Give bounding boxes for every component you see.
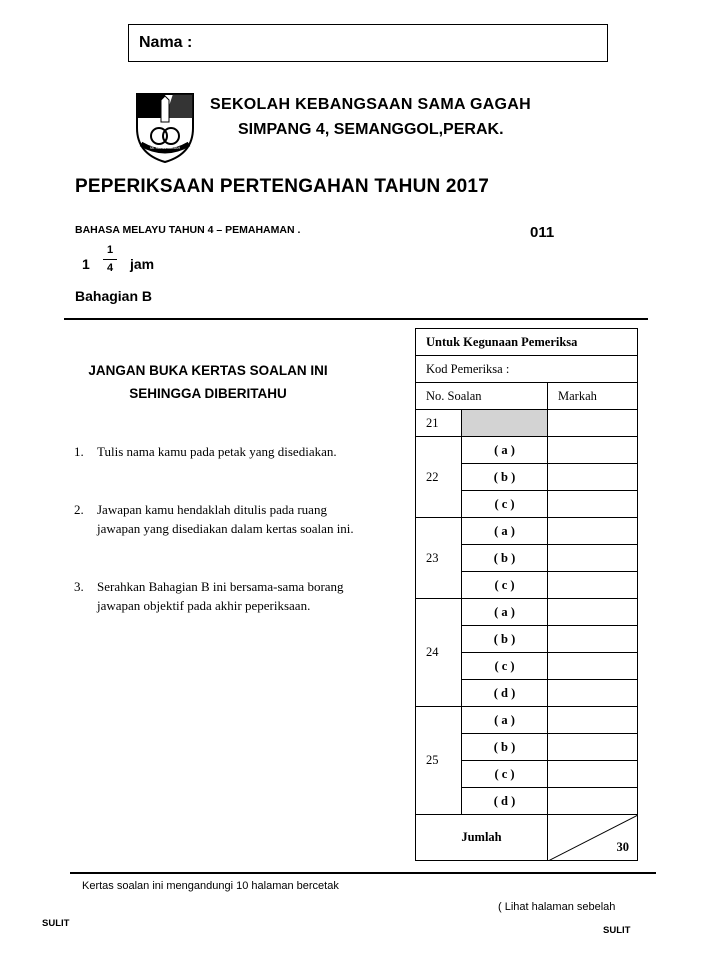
name-label: Nama : xyxy=(139,34,193,51)
turn-over-note: ( Lihat halaman sebelah xyxy=(498,901,616,913)
name-box[interactable] xyxy=(128,24,608,62)
bottom-divider xyxy=(70,872,656,874)
duration-fraction xyxy=(103,244,117,275)
part-label: ( a ) xyxy=(462,599,548,626)
mark-cell[interactable] xyxy=(548,761,638,788)
instruction-number: 3. xyxy=(74,579,84,594)
part-label: ( c ) xyxy=(462,761,548,788)
question-number: 25 xyxy=(416,707,462,815)
mark-cell[interactable] xyxy=(548,410,638,437)
part-label: ( b ) xyxy=(462,464,548,491)
school-address: SIMPANG 4, SEMANGGOL,PERAK. xyxy=(238,121,504,138)
mark-cell[interactable] xyxy=(548,464,638,491)
exam-subject: BAHASA MELAYU TAHUN 4 – PEMAHAMAN . xyxy=(75,224,301,236)
instruction-number: 2. xyxy=(74,502,84,517)
fraction-denominator: 4 xyxy=(106,262,114,274)
part-label: ( b ) xyxy=(462,734,548,761)
question-number: 23 xyxy=(416,518,462,599)
warning-notice xyxy=(68,359,348,405)
mark-cell[interactable] xyxy=(548,626,638,653)
warning-line-2: SEHINGGA DIBERITAHU xyxy=(129,386,287,401)
section-label: Bahagian B xyxy=(75,288,153,304)
sulit-label-right: SULIT xyxy=(603,925,631,936)
part-label: ( b ) xyxy=(462,545,548,572)
question-number: 24 xyxy=(416,599,462,707)
mark-cell[interactable] xyxy=(548,653,638,680)
mark-cell[interactable] xyxy=(548,572,638,599)
col-marks-header: Markah xyxy=(548,383,638,410)
duration-whole: 1 xyxy=(82,256,90,272)
part-label: ( a ) xyxy=(462,437,548,464)
instruction-3 xyxy=(74,577,364,615)
total-label: Jumlah xyxy=(416,815,548,861)
mark-cell[interactable] xyxy=(548,680,638,707)
exam-code: 011 xyxy=(530,224,555,241)
part-label: ( c ) xyxy=(462,653,548,680)
school-logo xyxy=(133,88,197,164)
fraction-numerator: 1 xyxy=(106,244,114,256)
mark-cell[interactable] xyxy=(548,545,638,572)
question-number: 21 xyxy=(416,410,462,437)
part-label: ( d ) xyxy=(462,680,548,707)
school-name: SEKOLAH KEBANGSAAN SAMA GAGAH xyxy=(210,96,532,113)
sulit-label-left: SULIT xyxy=(42,918,70,929)
instruction-text: Serahkan Bahagian B ini bersama-sama borang jawapan objektif pada akhir peperiksaan. xyxy=(97,579,344,613)
mark-cell[interactable] xyxy=(548,437,638,464)
top-divider xyxy=(64,318,648,320)
mark-cell[interactable] xyxy=(548,788,638,815)
examiner-code[interactable]: Kod Pemeriksa : xyxy=(416,356,638,383)
pages-note: Kertas soalan ini mengandungi 10 halaman bercetak xyxy=(82,880,339,892)
question-number: 22 xyxy=(416,437,462,518)
logo-text: SK SAMA GAGAH xyxy=(149,146,181,150)
total-value: 30 xyxy=(616,840,629,854)
table-header: Untuk Kegunaan Pemeriksa xyxy=(416,329,638,356)
instruction-text: Jawapan kamu hendaklah ditulis pada ruang jawapan yang disediakan dalam kertas soalan ini. xyxy=(97,502,354,536)
shaded-cell xyxy=(462,410,548,437)
part-label: ( c ) xyxy=(462,572,548,599)
fraction-bar xyxy=(103,259,117,260)
instruction-text: Tulis nama kamu pada petak yang disediakan. xyxy=(97,444,337,459)
total-cell[interactable] xyxy=(548,815,638,861)
col-question-header: No. Soalan xyxy=(416,383,548,410)
part-label: ( b ) xyxy=(462,626,548,653)
warning-line-1: JANGAN BUKA KERTAS SOALAN INI xyxy=(88,363,328,378)
mark-cell[interactable] xyxy=(548,707,638,734)
mark-cell[interactable] xyxy=(548,734,638,761)
instruction-number: 1. xyxy=(74,444,84,459)
part-label: ( c ) xyxy=(462,491,548,518)
instruction-1 xyxy=(74,442,364,461)
part-label: ( d ) xyxy=(462,788,548,815)
mark-cell[interactable] xyxy=(548,491,638,518)
duration-unit: jam xyxy=(130,256,155,272)
mark-cell[interactable] xyxy=(548,518,638,545)
instruction-2 xyxy=(74,500,364,538)
marks-table xyxy=(415,328,638,861)
part-label: ( a ) xyxy=(462,518,548,545)
exam-title: PEPERIKSAAN PERTENGAHAN TAHUN 2017 xyxy=(75,176,489,197)
part-label: ( a ) xyxy=(462,707,548,734)
mark-cell[interactable] xyxy=(548,599,638,626)
